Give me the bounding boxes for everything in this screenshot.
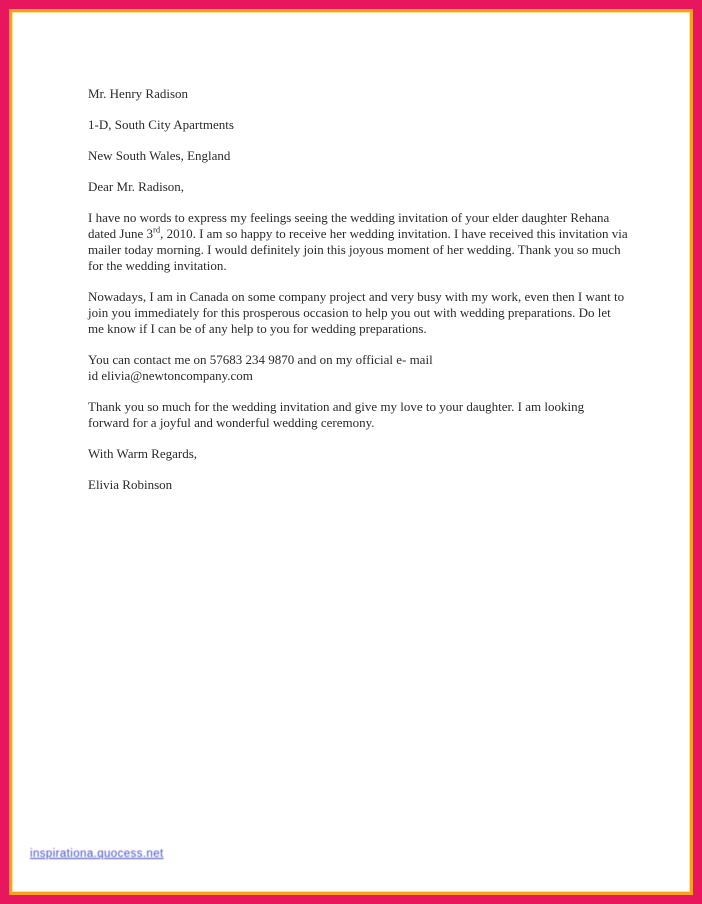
contact-line-2: id elivia@newtoncompany.com [88,368,253,383]
decorative-border-frame [9,9,693,895]
letter-body [12,12,690,493]
recipient-address-line-2: New South Wales, England [88,148,231,163]
paragraph-1-text-cont: , 2010. I am so happy to receive her wedding invitation. I have received this invitation via mailer today morning. I would definitely join this joyous moment of her wedding. Thank you so much for the wedding invitation. [88,226,628,273]
closing: With Warm Regards, [88,446,198,461]
recipient-name: Mr. Henry Radison [88,86,189,101]
recipient-address-line-1: 1-D, South City Apartments [88,117,234,132]
salutation: Dear Mr. Radison, [88,179,185,194]
superscript-ordinal: rd [152,224,161,235]
watermark-text: inspirationa.quocess.net [30,848,164,860]
contact-paragraph [88,352,628,384]
body-paragraph-3: Thank you so much for the wedding invitation and give my love to your daughter. I am looking forward for a joyful and wonderful wedding ceremony. [88,399,585,430]
signature: Elivia Robinson [88,477,173,492]
body-paragraph-1 [88,210,628,274]
paragraph-1-text: I have no words to express my feelings seeing the wedding invitation of your elder daughter Rehana dated June 3 [88,210,610,241]
body-paragraph-2: Nowadays, I am in Canada on some company project and very busy with my work, even then I want to join you immediately for this prosperous occasion to help you out with wedding preparations. Do let me know if I can be of any help to you for wedding preparations. [88,289,625,336]
contact-line-1: You can contact me on 57683 234 9870 and on my official e- mail [88,352,433,367]
